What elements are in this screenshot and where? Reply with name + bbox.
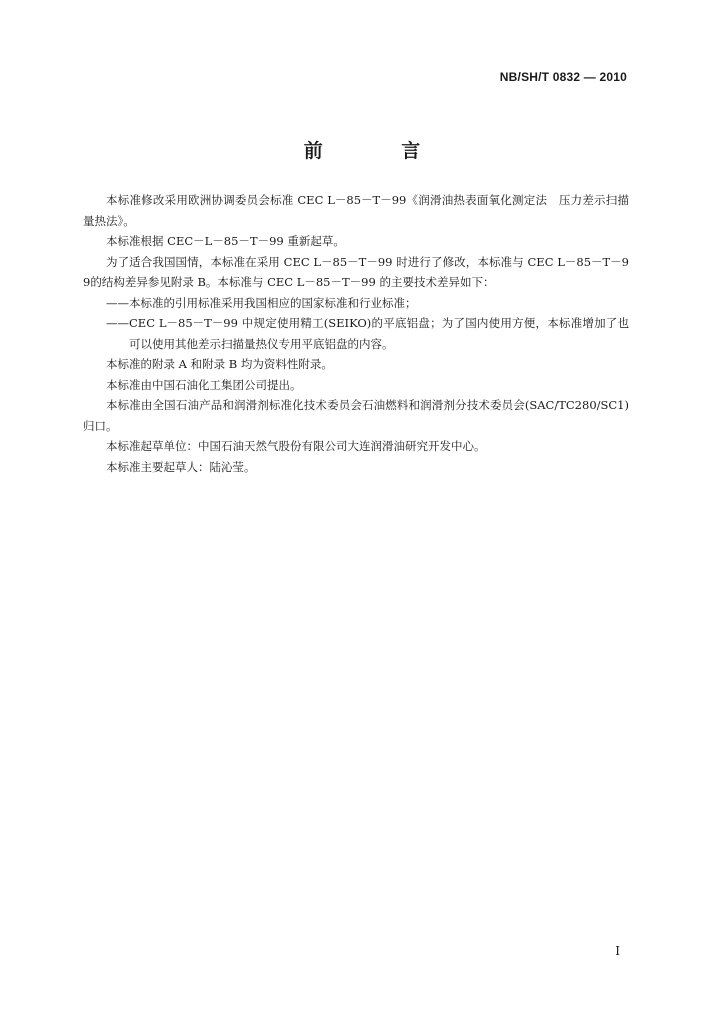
paragraph-drafter: 本标准主要起草人：陆沁莹。: [106, 459, 256, 474]
page-number: I: [615, 944, 620, 958]
difference-item-references: ——本标准的引用标准采用我国相应的国家标准和行业标准；: [106, 295, 417, 310]
page-title: 前 言: [303, 140, 457, 162]
difference-item-aluminum-pan: ——CEC L－85－T－99 中规定使用精工(SEIKO)的平底铝盘；为了国内使用方便，本标准增加了也可以使用其他差示扫描量热仪专用平底铝盘的内容。: [106, 316, 629, 351]
paragraph-drafting-basis: 本标准根据 CEC－L－85－T－99 重新起草。: [106, 234, 345, 248]
standard-code-header: NB/SH/T 0832 — 2010: [499, 70, 627, 84]
paragraph-drafting-unit: 本标准起草单位：中国石油天然气股份有限公司大连润滑油研究开发中心。: [106, 439, 486, 453]
paragraph-committee: 本标准由全国石油产品和润滑剂标准化技术委员会石油燃料和润滑剂分技术委员会(SAC/TC280/SC1)归口。: [83, 398, 629, 433]
preface-body: [83, 190, 629, 477]
paragraph-annexes: 本标准的附录 A 和附录 B 均为资料性附录。: [106, 357, 333, 371]
paragraph-modifications: 为了适合我国国情，本标准在采用 CEC L－85－T－99 时进行了修改，本标准与 CEC L－85－T－99的结构差异参见附录 B。本标准与 CEC L－85－T－99 的主要技术差异如下：: [83, 254, 629, 289]
paragraph-proposer: 本标准由中国石油化工集团公司提出。: [106, 377, 302, 392]
paragraph-adoption: 本标准修改采用欧洲协调委员会标准 CEC L－85－T－99《润滑油热表面氧化测定法 压力差示扫描量热法》。: [83, 193, 629, 228]
